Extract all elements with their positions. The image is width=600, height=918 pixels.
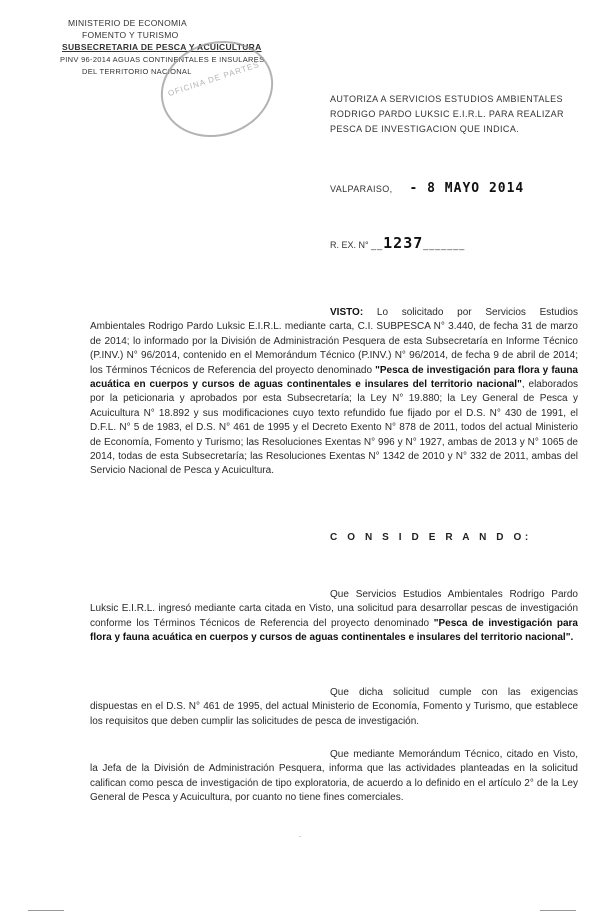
- considerando-paragraph-1: [90, 588, 578, 646]
- stamp-text: OFICINA DE PARTES: [166, 59, 261, 99]
- visto-paragraph: [90, 306, 578, 479]
- considerando-heading: C O N S I D E R A N D O:: [330, 532, 532, 543]
- place: VALPARAISO,: [330, 184, 393, 194]
- resolution-number: R. EX. N° __1237_______: [330, 234, 466, 252]
- footer-rule-left: [28, 910, 64, 911]
- resolution-trail: _______: [423, 240, 466, 250]
- resolution-prefix: R. EX. N°: [330, 240, 369, 250]
- pinv-reference-cont: DEL TERRITORIO NACIONAL: [82, 67, 192, 76]
- page-mark: .: [299, 830, 302, 839]
- place-date: [330, 181, 524, 196]
- ministry-name: MINISTERIO DE ECONOMIA: [68, 18, 187, 28]
- considerando-paragraph-2: Que dicha solicitud cumple con las exigencias dispuestas en el D.S. N° 461 de 1995, del actual Ministerio de Economía, Fomento y Turismo, que establece los requisitos que deben cumplir las solicitudes de pesca de investigación.: [90, 687, 578, 727]
- considerando-project-title: "Pesca de investigación para flora y fauna acuática en cuerpos y cursos de aguas continentales e insulares del territorio nacional".: [90, 617, 578, 644]
- considerando-paragraph-3: Que mediante Memorándum Técnico, citado en Visto, la Jefa de la División de Administración Pesquera, informa que las actividades planteadas en la solicitud califican como pesca de investigación de tipo exploratoria, de acuerdo a lo definido en el artículo 2° de la Ley General de Pesca y Acuicultura, por cuanto no tiene fines comerciales.: [90, 749, 578, 804]
- title-line: PESCA DE INVESTIGACION QUE INDICA.: [330, 124, 520, 134]
- document-title: [330, 92, 580, 137]
- title-line: AUTORIZA A SERVICIOS ESTUDIOS AMBIENTALES: [330, 94, 563, 104]
- ministry-subname: FOMENTO Y TURISMO: [82, 30, 179, 40]
- visto-text-1: Lo solicitado por Servicios Estudios Ambientales Rodrigo Pardo Luksic E.I.R.L. mediante carta, C.I. SUBPESCA N° 3.440, de fecha 31 de marzo de 2014; lo informado por la División de Administración Pesquera de esta Subsecretaría en Informe Técnico (P.INV.) N° 96/2014, contenido en el Memorándum Técnico (P.INV.) N° 96/2014, de fecha 9 de abril de 2014; los Términos Técnicos de Referencia del proyecto denominado: [90, 307, 578, 376]
- title-line: RODRIGO PARDO LUKSIC E.I.R.L. PARA REALIZAR: [330, 109, 564, 119]
- date-stamp: - 8 MAYO 2014: [409, 181, 525, 196]
- footer-rule-right: [540, 910, 576, 911]
- resolution-value: 1237: [383, 234, 424, 252]
- subsecretaria-name: SUBSECRETARIA DE PESCA Y ACUICULTURA: [62, 42, 262, 52]
- considerando-text-1: Que Servicios Estudios Ambientales Rodrigo Pardo Luksic E.I.R.L. ingresó mediante carta citada en Visto, una solicitud para desarrollar pescas de investigación conforme los Términos Técnicos de Referencia del proyecto denominado: [90, 589, 578, 629]
- pinv-reference: PINV 96-2014 AGUAS CONTINENTALES E INSULARES: [60, 55, 265, 64]
- visto-project-title: "Pesca de investigación para flora y fauna acuática en cuerpos y cursos de aguas continentales e insulares del territorio nacional": [90, 364, 578, 391]
- visto-text-2: , elaborados por la peticionaria y aprobados por esta Subsecretaría; la Ley N° 19.880; la Ley General de Pesca y Acuicultura N° 18.892 y sus modificaciones cuyo texto refundido fue fijado por el D.S. N° 430 de 1991, el D.F.L. N° 5 de 1983, el D.S. N° 461 de 1995 y el Decreto Exento N° 878 de 2011, todos del actual Ministerio de Economía, Fomento y Turismo; las Resoluciones Exentas N° 996 y N° 1927, ambas de 2013 y N° 1065 de 2014, todas de esta Subsecretaría; las Resoluciones Exentas N° 1342 de 2010 y N° 332 de 2011, ambas del Servicio Nacional de Pesca y Acuicultura.: [90, 379, 579, 477]
- visto-label: VISTO:: [330, 307, 364, 318]
